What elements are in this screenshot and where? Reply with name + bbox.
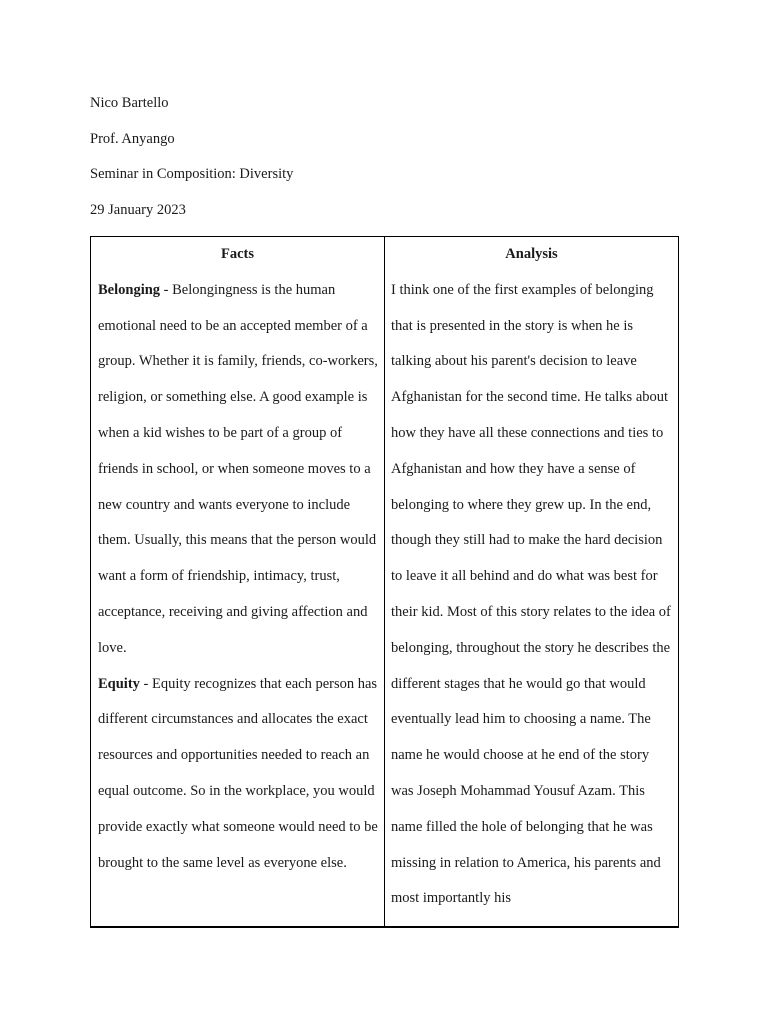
analysis-text: I think one of the first examples of belonging that is presented in the story is when he is talking about his parent's decision to leave Afghanistan for the second time. He talks about how they have all these connections and ties to Afghanistan and how they have a sense of belonging to where they grew up. In the end, though they still had to make the hard decision to leave it all behind and do what was best for their kid. Most of this story relates to the idea of belonging, throughout the story he describes the different stages that he would go that would eventually lead him to choosing a name. The name he would choose at he end of the story was Joseph Mohammad Yousuf Azam. This name filled the hole of belonging that he was missing in relation to America, his parents and most importantly his (391, 281, 671, 907)
fact-term-equity: Equity (98, 675, 140, 692)
fact-definition-belonging: - Belongingness is the human emotional need to be an accepted member of a group. Whether it is family, friends, co-workers, religion, or something else. A good example is when a kid wishes to be part of a group of friends in school, or when someone moves to a new country and wants everyone to include them. Usually, this means that the person would want a form of friendship, intimacy, trust, acceptance, receiving and giving affection and love. (98, 281, 378, 656)
facts-column (91, 237, 385, 926)
document-date: 29 January 2023 (90, 202, 186, 218)
fact-term-belonging: Belonging (98, 281, 161, 298)
professor-name: Prof. Anyango (90, 131, 175, 147)
fact-belonging (91, 273, 384, 667)
fact-definition-equity: - Equity recognizes that each person has different circumstances and allocates the exact resources and opportunities needed to reach an equal outcome. So in the workplace, you would provide exactly what someone would need to be brought to the same level as everyone else. (98, 675, 378, 871)
fact-equity (91, 667, 384, 882)
facts-analysis-table (90, 236, 679, 928)
analysis-column-header: Analysis (505, 246, 558, 262)
student-name: Nico Bartello (90, 95, 169, 111)
course-title: Seminar in Composition: Diversity (90, 166, 294, 182)
analysis-column (385, 237, 678, 926)
facts-column-header: Facts (220, 246, 254, 262)
